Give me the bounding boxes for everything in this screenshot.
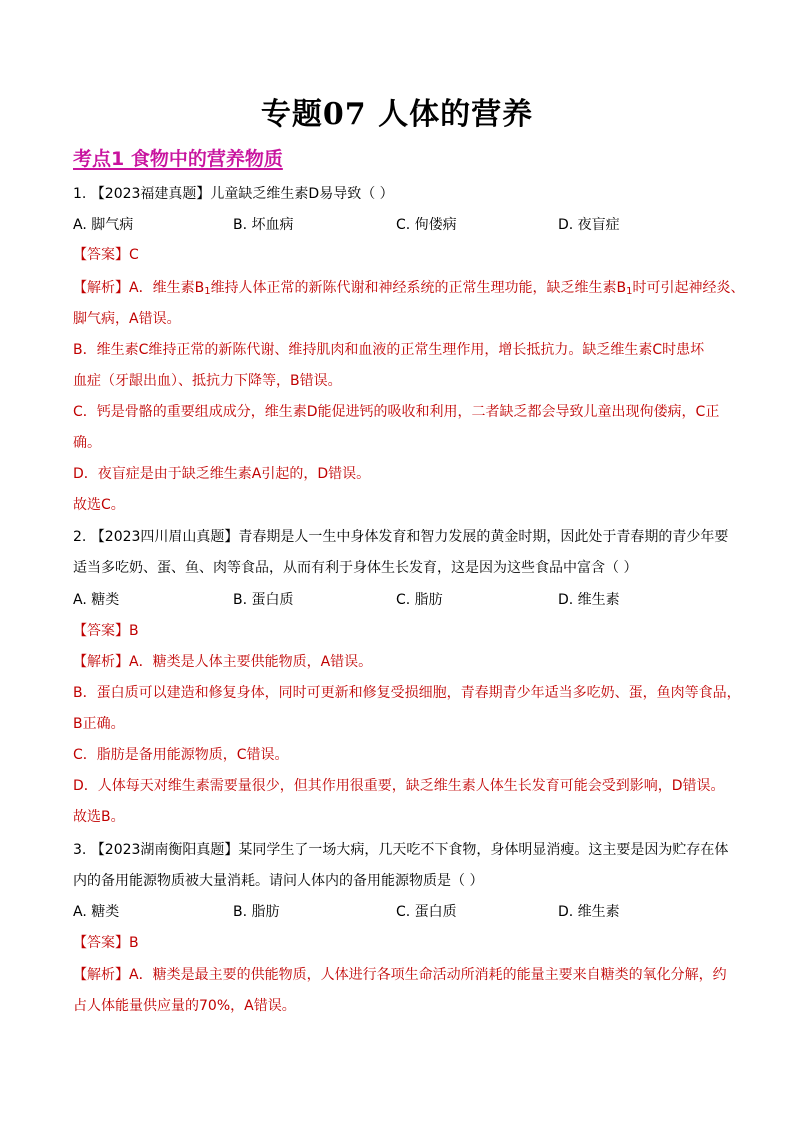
- q1-option-d: D. 夜盲症: [558, 217, 620, 233]
- q1-explanation-line: [73, 278, 745, 302]
- q1-explanation-line: 故选C。: [73, 497, 125, 513]
- q1-explanation-line: C．钙是骨骼的重要组成成分，维生素D能促进钙的吸收和利用，二者缺乏都会导致儿童出现佝偻病，C正: [73, 404, 720, 420]
- q1-explanation-line: B．维生素C维持正常的新陈代谢、维持肌肉和血液的正常生理作用，增长抵抗力。缺乏维生素C时患坏: [73, 342, 705, 358]
- q2-explanation-line: D．人体每天对维生素需要量很少，但其作用很重要，缺乏维生素人体生长发育可能会受到影响，D错误。: [73, 778, 725, 794]
- q1-explanation-line: 血症（牙龈出血）、抵抗力下降等，B错误。: [73, 373, 342, 389]
- subscript: 1: [626, 286, 633, 297]
- q3-option-b: B. 脂肪: [233, 904, 280, 920]
- question-3-stem: 3. 【2023湖南衡阳真题】某同学生了一场大病，几天吃不下食物，身体明显消瘦。这主要是因为贮存在体: [73, 842, 729, 858]
- q2-option-b: B. 蛋白质: [233, 592, 294, 608]
- q1-explanation-line: 确。: [73, 435, 101, 451]
- q1-option-a: A. 脚气病: [73, 217, 134, 233]
- q1-option-c: C. 佝偻病: [396, 217, 457, 233]
- q2-answer: 【答案】B: [73, 623, 139, 639]
- q1-explanation-line: D．夜盲症是由于缺乏维生素A引起的，D错误。: [73, 466, 371, 482]
- question-1-stem: 1. 【2023福建真题】儿童缺乏维生素D易导致（ ）: [73, 186, 394, 202]
- q3-option-a: A. 糖类: [73, 904, 120, 920]
- subscript: 1: [204, 286, 211, 297]
- q3-option-c: C. 蛋白质: [396, 904, 457, 920]
- q1-answer: 【答案】C: [73, 247, 139, 263]
- q3-option-d: D. 维生素: [558, 904, 620, 920]
- q3-answer: 【答案】B: [73, 935, 139, 951]
- q2-explanation-line: C．脂肪是备用能源物质，C错误。: [73, 747, 289, 763]
- q1-exp-text-a: 【解析】A．维生素B: [73, 280, 205, 296]
- q1-exp-text-b: 维持人体正常的新陈代谢和神经系统的正常生理功能，缺乏维生素B: [210, 280, 627, 296]
- q2-option-c: C. 脂肪: [396, 592, 443, 608]
- q2-option-a: A. 糖类: [73, 592, 120, 608]
- q3-explanation-line: 【解析】A．糖类是最主要的供能物质，人体进行各项生命活动所消耗的能量主要来自糖类的氧化分解，约: [73, 967, 727, 983]
- section-heading: 考点1 食物中的营养物质: [73, 148, 283, 170]
- question-2-stem: 2. 【2023四川眉山真题】青春期是人一生中身体发育和智力发展的黄金时期，因此处于青春期的青少年要: [73, 529, 729, 545]
- q2-option-d: D. 维生素: [558, 592, 620, 608]
- q2-explanation-line: B正确。: [73, 716, 125, 732]
- q3-explanation-line: 占人体能量供应量的70%，A错误。: [73, 998, 296, 1014]
- q2-explanation-line: 【解析】A．糖类是人体主要供能物质，A错误。: [73, 654, 373, 670]
- q2-explanation-line: B．蛋白质可以建造和修复身体，同时可更新和修复受损细胞，青春期青少年适当多吃奶、蛋，鱼肉等食品，: [73, 685, 741, 701]
- page-title: 专题07 人体的营养: [260, 97, 534, 132]
- question-3-stem: 内的备用能源物质被大量消耗。请问人体内的备用能源物质是（ ）: [73, 873, 484, 889]
- question-2-stem: 适当多吃奶、蛋、鱼、肉等食品，从而有利于身体生长发育，这是因为这些食品中富含（ ）: [73, 560, 638, 576]
- q1-explanation-line: 脚气病，A错误。: [73, 311, 181, 327]
- q2-explanation-line: 故选B。: [73, 809, 125, 825]
- q1-exp-text-c: 时可引起神经炎、: [632, 280, 745, 296]
- q1-option-b: B. 坏血病: [233, 217, 294, 233]
